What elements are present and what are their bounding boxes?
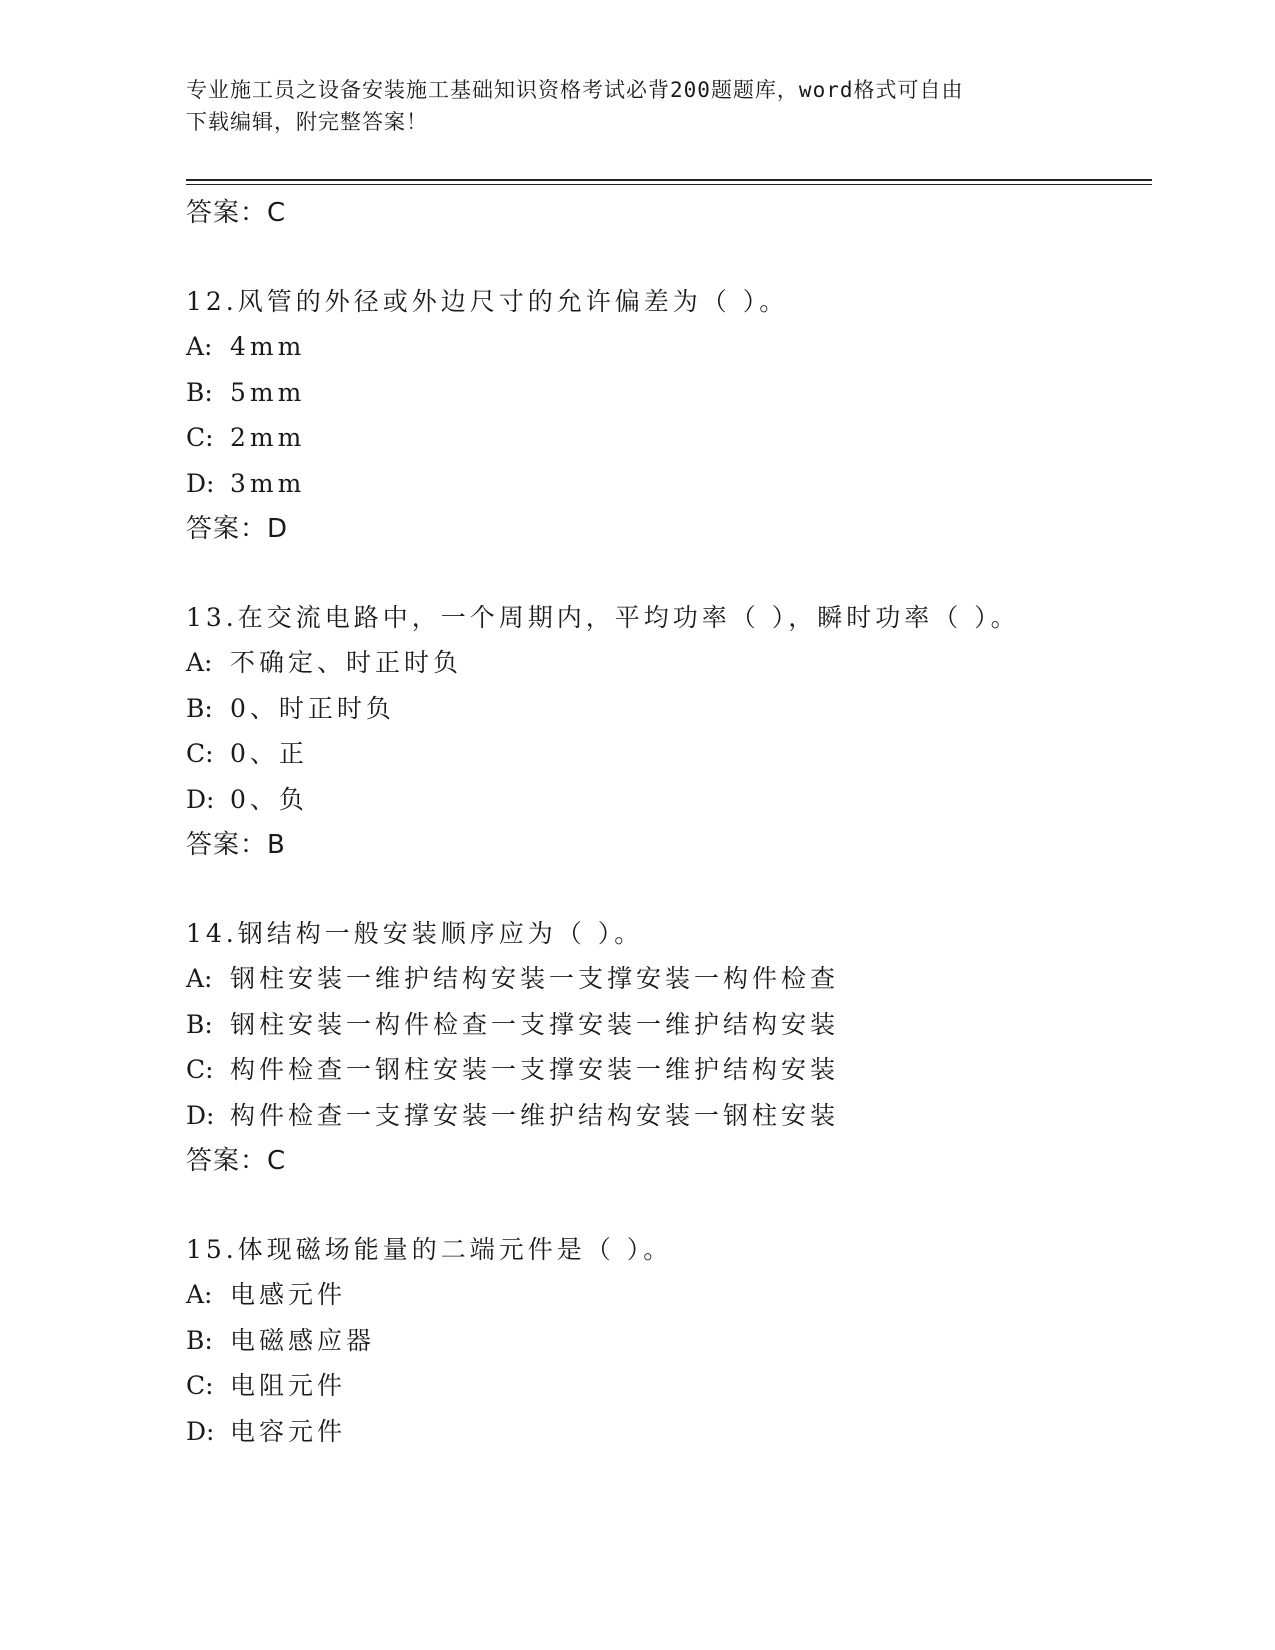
option-text: 不确定、时正时负 [230,648,463,677]
option-c [186,1363,1152,1409]
option-key: D: [186,468,215,498]
spacer [186,868,1152,911]
question-stem: 12.风管的外径或外边尺寸的允许偏差为（ ）。 [186,287,789,316]
header-divider-thin [186,184,1152,185]
question-block [186,279,1152,552]
option-key: D: [186,784,215,814]
option-b [186,1318,1152,1364]
option-c [186,1047,1152,1093]
document-header [186,74,1066,138]
question-stem: 14.钢结构一般安装顺序应为（ ）。 [186,919,644,948]
option-d [186,1409,1152,1455]
option-text: 构件检查一钢柱安装一支撑安装一维护结构安装 [230,1055,840,1084]
option-c [186,731,1152,777]
option-key: D: [186,1100,215,1130]
option-d [186,1093,1152,1139]
option-text: 4mm [230,332,306,361]
option-a [186,640,1152,686]
option-key: A: [186,1280,213,1309]
option-a [186,1272,1152,1318]
option-text: 电阻元件 [230,1371,347,1400]
option-key: B: [186,1009,213,1039]
option-text: 3mm [230,468,306,498]
header-title-line-2: 下载编辑，附完整答案！ [186,110,428,134]
answer-line: 答案：C [186,1146,287,1176]
option-d [186,777,1152,823]
option-text: 钢柱安装一构件检查一支撑安装一维护结构安装 [230,1009,840,1039]
option-key: B: [186,693,213,723]
option-a [186,324,1152,370]
question-block [186,595,1152,868]
header-divider-thick [186,179,1152,181]
option-text: 电磁感应器 [230,1325,376,1355]
option-a [186,956,1152,1002]
header-title-line-1: 专业施工员之设备安装施工基础知识资格考试必背200题题库，word格式可自由 [186,78,964,102]
option-text: 构件检查一支撑安装一维护结构安装一钢柱安装 [230,1100,840,1130]
option-text: 0、负 [230,784,308,814]
spacer [186,1184,1152,1227]
option-key: A: [186,964,213,993]
question-stem: 13.在交流电路中，一个周期内，平均功率（ ），瞬时功率（ ）。 [186,603,1020,632]
question-stem: 15.体现磁场能量的二端元件是（ ）。 [186,1235,673,1264]
answer-line: 答案：B [186,830,286,860]
option-key: C: [186,1371,214,1400]
question-block [186,911,1152,1184]
option-key: B: [186,377,213,407]
option-b [186,1002,1152,1048]
option-b [186,370,1152,416]
option-text: 5mm [230,377,306,407]
spacer [186,552,1152,595]
question-list [186,190,1152,1454]
answer-line: 答案：D [186,514,289,544]
option-d [186,461,1152,507]
option-key: D: [186,1416,215,1446]
question-block [186,1227,1152,1454]
answer-line: 答案：C [186,198,287,228]
option-text: 电容元件 [230,1416,347,1446]
option-key: C: [186,1055,214,1084]
option-key: A: [186,332,213,361]
option-key: B: [186,1325,213,1355]
option-key: C: [186,739,214,768]
option-text: 钢柱安装一维护结构安装一支撑安装一构件检查 [230,964,840,993]
option-c [186,415,1152,461]
option-b [186,686,1152,732]
option-text: 0、时正时负 [230,693,395,723]
option-text: 电感元件 [230,1280,347,1309]
option-key: C: [186,423,214,452]
spacer [186,236,1152,279]
option-text: 2mm [230,423,306,452]
option-text: 0、正 [230,739,308,768]
option-key: A: [186,648,213,677]
